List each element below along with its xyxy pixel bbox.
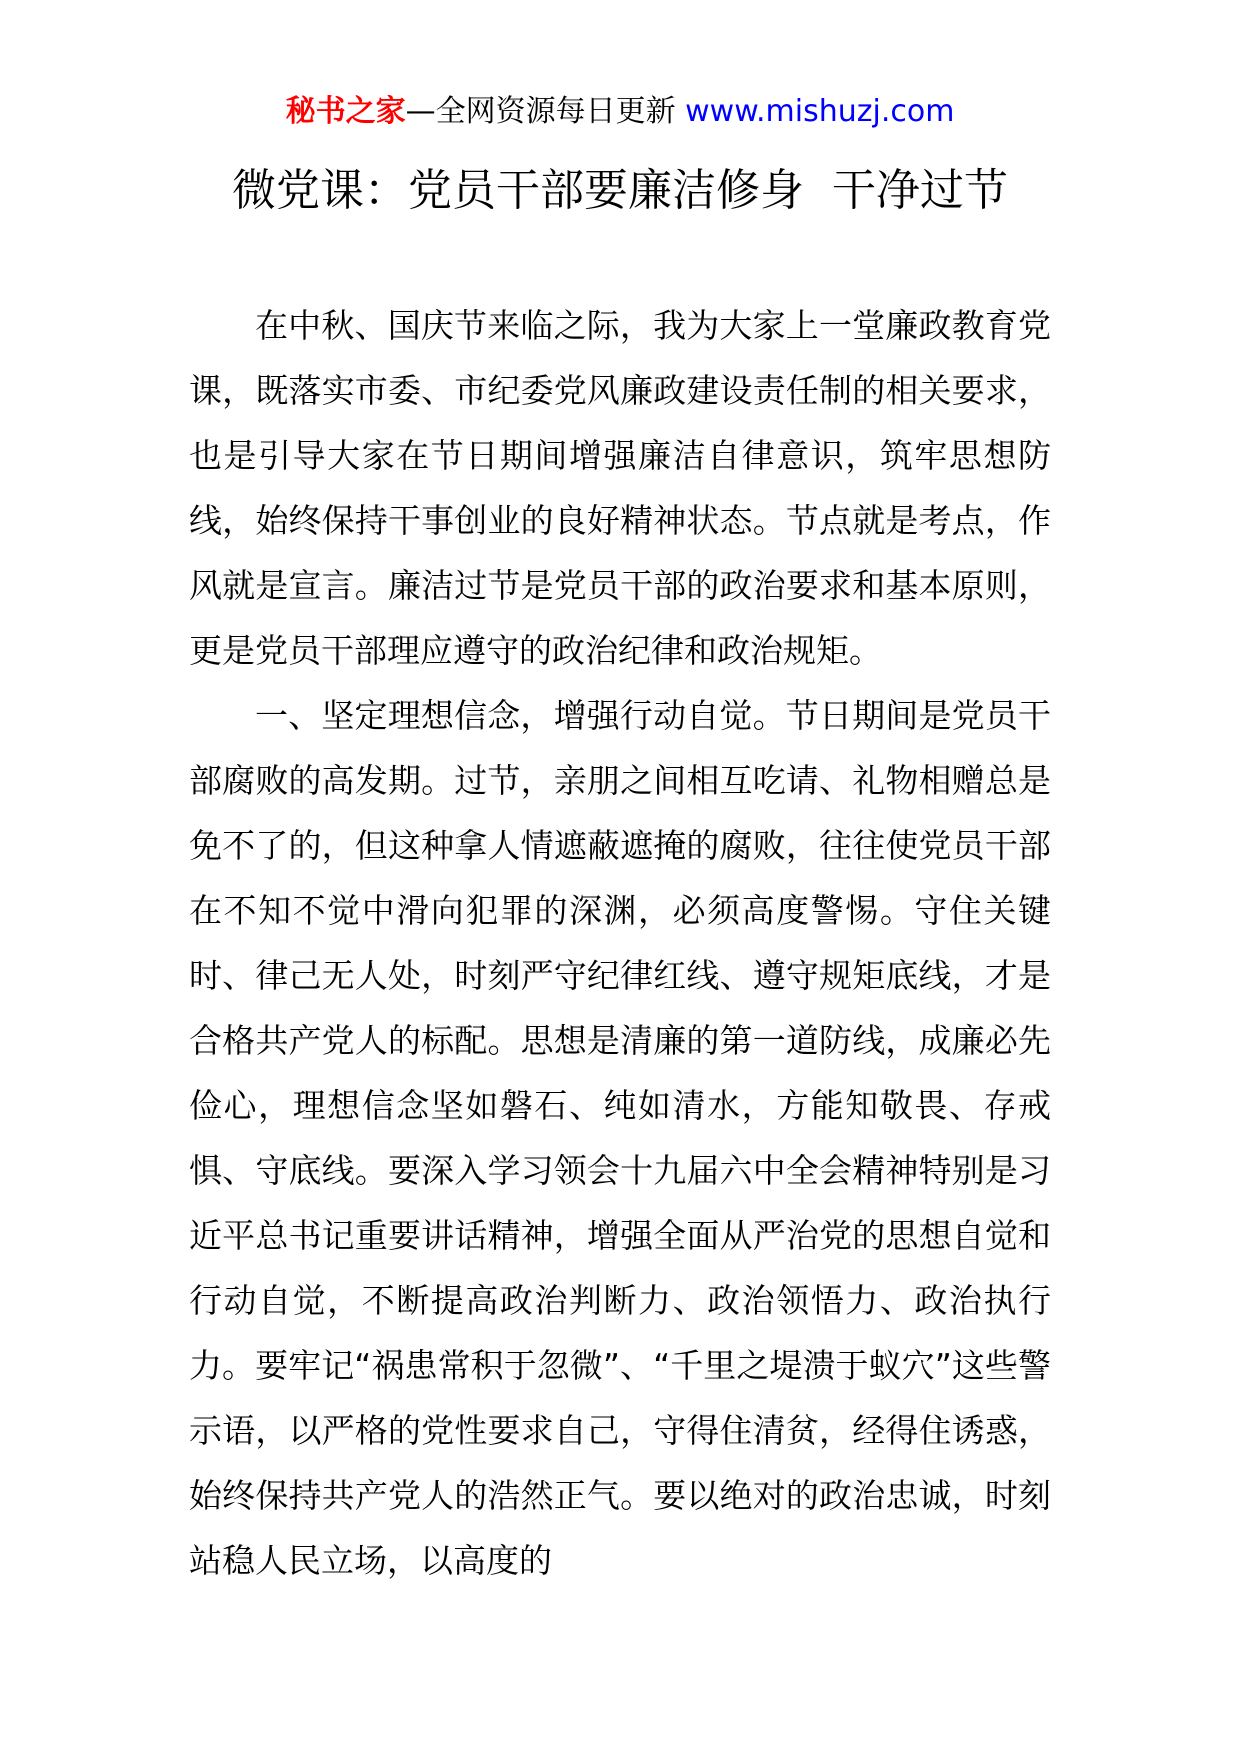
header-tagline: —全网资源每日更新 [405, 94, 686, 129]
document-body [189, 293, 1051, 1593]
paragraph-section-1: 一、坚定理想信念，增强行动自觉。节日期间是党员干部腐败的高发期。过节，亲朋之间相互吃请、礼物相赠总是免不了的，但这种拿人情遮蔽遮掩的腐败，往往使党员干部在不知不觉中滑向犯罪的深渊，必须高度警惕。守住关键时、律己无人处，时刻严守纪律红线、遵守规矩底线，才是合格共产党人的标配。思想是清廉的第一道防线，成廉必先俭心，理想信念坚如磐石、纯如清水，方能知敬畏、存戒惧、守底线。要深入学习领会十九届六中全会精神特别是习近平总书记重要讲话精神，增强全面从严治党的思想自觉和行动自觉，不断提高政治判断力、政治领悟力、政治执行力。要牢记“祸患常积于忽微”、“千里之堤溃于蚁穴”这些警示语，以严格的党性要求自己，守得住清贫，经得住诱惑，始终保持共产党人的浩然正气。要以绝对的政治忠诚，时刻站稳人民立场，以高度的 [189, 696, 1051, 1580]
brand-name: 秘书之家 [285, 94, 406, 129]
site-url-link[interactable]: www.mishuzj.com [685, 94, 955, 129]
paragraph-intro: 在中秋、国庆节来临之际，我为大家上一堂廉政教育党课，既落实市委、市纪委党风廉政建设责任制的相关要求，也是引导大家在节日期间增强廉洁自律意识，筑牢思想防线，始终保持干事创业的良好精神状态。节点就是考点，作风就是宣言。廉洁过节是党员干部的政治要求和基本原则，更是党员干部理应遵守的政治纪律和政治规矩。 [189, 306, 1051, 670]
site-header [0, 92, 1240, 132]
document-title: 微党课：党员干部要廉洁修身 干净过节 [232, 165, 1008, 216]
